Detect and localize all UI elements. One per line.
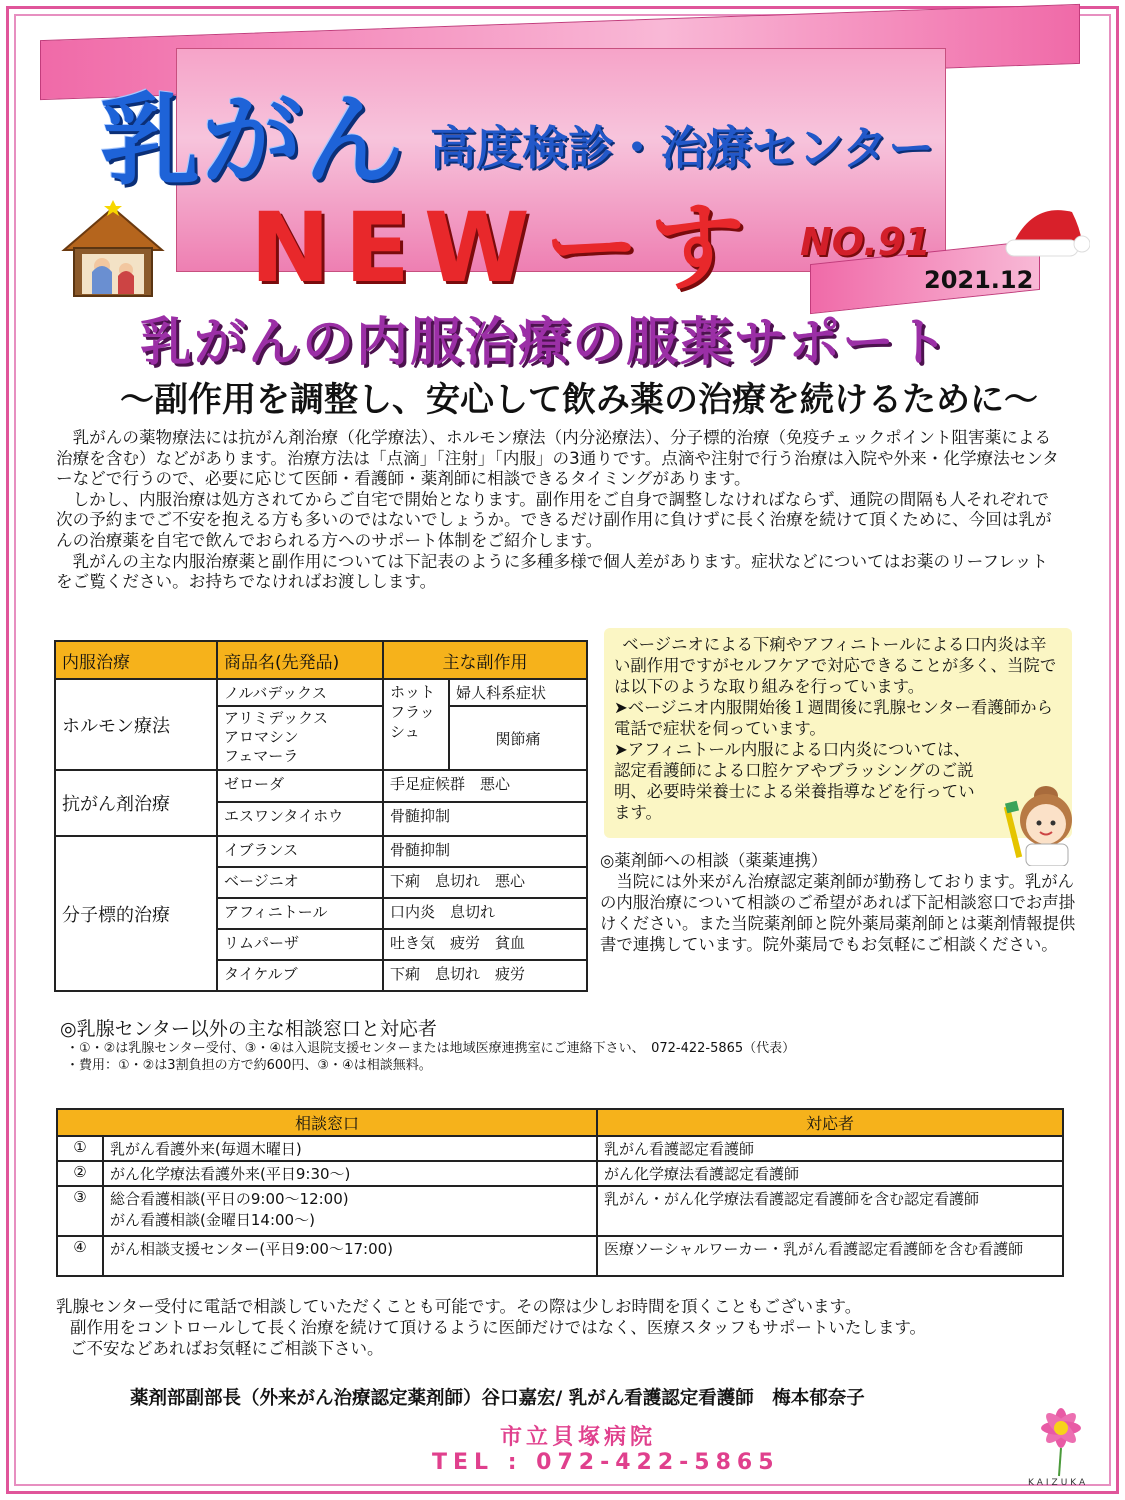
consult-staff: 乳がん・がん化学療法看護認定看護師を含む認定看護師 (597, 1186, 1063, 1236)
drug-name: ゼローダ (217, 770, 383, 802)
drug-name: アリミデックス アロマシン フェマーラ (217, 706, 383, 770)
drug-name: リムパーザ (217, 929, 383, 960)
drug-name: ベージニオ (217, 867, 383, 898)
hospital-name: 市立貝塚病院 (500, 1425, 657, 1450)
consult-table (56, 1108, 1064, 1277)
header-staff: 対応者 (597, 1109, 1063, 1136)
pharmacist-section (600, 850, 1076, 955)
closing-line: 副作用をコントロールして長く治療を続けて頂けるように医師だけではなく、医療スタッフもサポートいたします。 (70, 1318, 927, 1337)
side-effect-hot-flash: ホット フラッシュ (383, 679, 449, 770)
support-text: ➤ベージニオ内服開始後１週間後に乳腺センター看護師から電話で症状を伺っています。 (614, 698, 1053, 738)
nativity-icon (58, 200, 168, 300)
intro-paragraph: しかし、内服治療は処方されてからご自宅で開始となります。副作用をご自身で調整しなければならず、通院の間隔も人それぞれで次の予約までご不安を抱える方も多いのではないでしょうか。できるだけ副作用に負けずに長く治療を続けて頂くために、今回は乳がんの治療薬を自宅で飲んでおられる方へのサポート体制をご紹介します。 (56, 489, 1052, 550)
table-row (55, 770, 587, 802)
side-effect: 骨髄抑制 (383, 836, 587, 867)
side-effect: 骨髄抑制 (383, 802, 587, 836)
title-main: 乳がん (100, 82, 406, 199)
issue-number: NO.91 (800, 220, 931, 264)
drug-name: タイケルブ (217, 960, 383, 991)
consult-note: ・費用：①・②は3割負担の方で約600円、③・④は相談無料。 (66, 1058, 432, 1073)
consult-window: がん化学療法看護外来(平日9:30～) (103, 1161, 597, 1186)
authors: 薬剤部副部長（外来がん治療認定薬剤師）谷口嘉宏/ 乳がん看護認定看護師 梅本郁奈子 (130, 1388, 865, 1409)
side-effect: 下痢 息切れ 疲労 (383, 960, 587, 991)
hospital-tel: TEL : 072-422-5865 (432, 1450, 780, 1475)
consult-window: がん相談支援センター(平日9:00～17:00) (103, 1236, 597, 1276)
consult-window: 乳がん看護外来(毎週木曜日) (103, 1136, 597, 1161)
category-targeted: 分子標的治療 (55, 836, 217, 991)
consult-window: 総合看護相談(平日の9:00～12:00) がん看護相談(金曜日14:00～) (103, 1186, 597, 1236)
drug-name: アフィニトール (217, 898, 383, 929)
subheadline: ～副作用を調整し、安心して飲み薬の治療を続けるために～ (120, 380, 1038, 420)
table-row (57, 1136, 1063, 1161)
table-row (57, 1186, 1063, 1236)
support-text: ➤アフィニトール内服による口内炎については、認定看護師による口腔ケアやブラッシングのご説明、必要時栄養士による栄養指導などを行っています。 (614, 740, 975, 822)
consult-staff: 乳がん看護認定看護師 (597, 1136, 1063, 1161)
table-row (57, 1161, 1063, 1186)
closing-line: ご不安などあればお気軽にご相談下さい。 (70, 1339, 384, 1358)
side-effect: 下痢 息切れ 悪心 (383, 867, 587, 898)
table-row (57, 1236, 1063, 1276)
header-side-effects: 主な副作用 (383, 641, 587, 679)
closing-line: 乳腺センター受付に電話で相談していただくことも可能です。その際は少しお時間を頂くこともございます。 (56, 1297, 862, 1316)
table-header-row (55, 641, 587, 679)
category-chemo: 抗がん剤治療 (55, 770, 217, 836)
side-effect: 手足症候群 悪心 (383, 770, 587, 802)
category-hormone: ホルモン療法 (55, 679, 217, 770)
table-row (55, 679, 587, 706)
consult-title: ◎乳腺センター以外の主な相談窓口と対応者 (60, 1018, 437, 1040)
row-number: ② (57, 1161, 103, 1186)
header-product: 商品名(先発品) (217, 641, 383, 679)
header-treatment: 内服治療 (55, 641, 217, 679)
title-news: NEWーす (250, 192, 760, 304)
header-window: 相談窓口 (57, 1109, 597, 1136)
intro-paragraph: 乳がんの主な内服治療薬と副作用については下記表のように多種多様で個人差があります。症状などについてはお薬のリーフレットをご覧ください。お持ちでなければお渡しします。 (56, 551, 1048, 592)
table-header-row (57, 1109, 1063, 1136)
drug-table (54, 640, 588, 992)
row-number: ③ (57, 1186, 103, 1236)
row-number: ④ (57, 1236, 103, 1276)
consult-staff: 医療ソーシャルワーカー・乳がん看護認定看護師を含む看護師 (597, 1236, 1063, 1276)
consult-note: ・①・②は乳腺センター受付、③・④は入退院支援センターまたは地域医療連携室にご連絡下さい、 072-422-5865（代表） (66, 1041, 796, 1056)
cosmos-flower-icon (1026, 1398, 1096, 1478)
side-effect: 吐き気 疲労 貧血 (383, 929, 587, 960)
side-effect: 口内炎 息切れ (383, 898, 587, 929)
consult-staff: がん化学療法看護認定看護師 (597, 1161, 1063, 1186)
drug-name: イブランス (217, 836, 383, 867)
intro-paragraph: 乳がんの薬物療法には抗がん剤治療（化学療法）、ホルモン療法（内分泌療法）、分子標的治療（免疫チェックポイント阻害薬による治療を含む）などがあります。治療方法は「点滴」「注射」「内服」の3通りです。点滴や注射で行う治療は入院や外来・化学療法センターなどで行うので、必要に応じて医師・看護師・薬剤師に相談できるタイミングがあります。 (56, 428, 1059, 489)
table-row (55, 836, 587, 867)
pharmacist-title: ◎薬剤師への相談（薬薬連携） (600, 851, 828, 870)
drug-name: ノルバデックス (217, 679, 383, 706)
support-text: ベージニオによる下痢やアフィニトールによる口内炎は辛い副作用ですがセルフケアで対応できることが多く、当院では以下のような取り組みを行っています。 (614, 635, 1057, 696)
headline: 乳がんの内服治療の服薬サポート (140, 313, 951, 373)
drug-name: エスワンタイホウ (217, 802, 383, 836)
closing-text (56, 1296, 1066, 1359)
intro-text (56, 428, 1062, 593)
issue-date: 2021.12 (924, 266, 1034, 294)
santa-hat-icon (1002, 198, 1090, 262)
pharmacist-body: 当院には外来がん治療認定薬剤師が勤務しております。乳がんの内服治療について相談のご希望があれば下記相談窓口でお声掛けください。また当院薬剤師と院外薬局薬剤師とは薬剤情報提供書で連携しています。院外薬局でもお気軽にご相談ください。 (600, 872, 1076, 954)
row-number: ① (57, 1136, 103, 1161)
logo-text: KAIZUKA (1028, 1478, 1089, 1488)
title-sub: 高度検診・治療センター (430, 121, 935, 175)
side-effect: 婦人科系症状 (449, 679, 587, 706)
consult-notes (66, 1040, 795, 1074)
side-effect: 関節痛 (449, 706, 587, 770)
